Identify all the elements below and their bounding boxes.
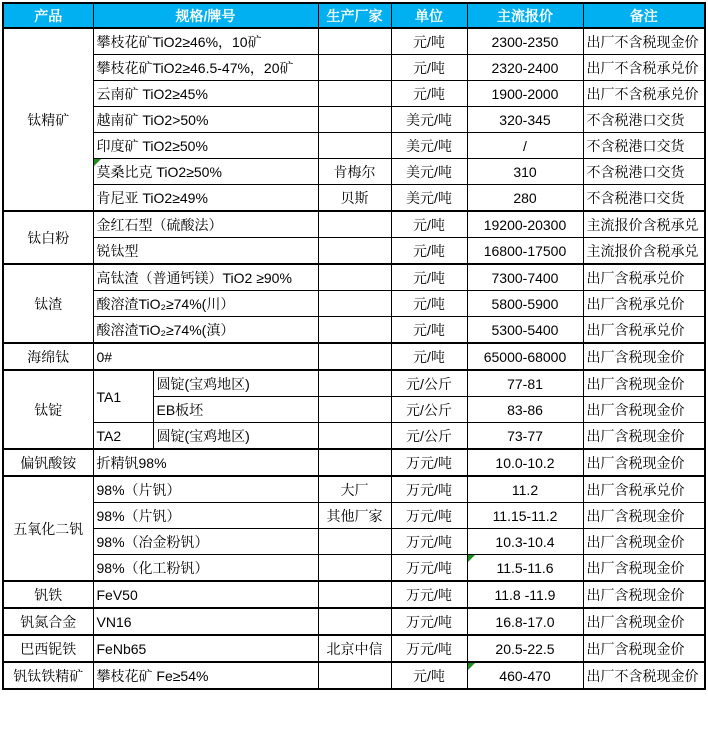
col-header-unit: 单位	[391, 3, 467, 28]
note-cell: 出厂不含税现金价	[583, 662, 705, 689]
spec-cell: 酸溶渣TiO₂≥74%(川）	[93, 291, 318, 317]
product-cell: 五氧化二钒	[3, 476, 93, 581]
price-cell: 10.0-10.2	[467, 449, 583, 476]
maker-cell	[318, 133, 391, 159]
maker-cell	[318, 55, 391, 81]
unit-cell: 万元/吨	[391, 555, 467, 582]
price-cell: 73-77	[467, 423, 583, 450]
maker-cell	[318, 423, 391, 450]
spec-cell: 98%（冶金粉钒）	[93, 529, 318, 555]
spec-cell: 肯尼亚 TiO2≥49%	[93, 185, 318, 212]
note-cell: 出厂不含税承兑价	[583, 81, 705, 107]
maker-cell	[318, 291, 391, 317]
col-header-note: 备注	[583, 3, 705, 28]
price-cell: 11.8 -11.9	[467, 581, 583, 608]
maker-cell	[318, 28, 391, 55]
price-cell	[467, 662, 583, 689]
table-row	[3, 133, 705, 159]
price-cell: 11.2	[467, 476, 583, 503]
unit-cell: 元/公斤	[391, 423, 467, 450]
unit-cell: 元/公斤	[391, 370, 467, 397]
maker-cell	[318, 238, 391, 265]
maker-cell	[318, 397, 391, 423]
table-row	[3, 28, 705, 55]
table-row	[3, 529, 705, 555]
price-cell: 10.3-10.4	[467, 529, 583, 555]
spec-cell: 98%（片钒）	[93, 476, 318, 503]
maker-cell	[318, 107, 391, 133]
maker-cell	[318, 608, 391, 635]
table-row	[3, 211, 705, 238]
table-row	[3, 185, 705, 212]
note-cell: 不含税港口交货	[583, 159, 705, 185]
table-row	[3, 81, 705, 107]
product-cell: 巴西铌铁	[3, 635, 93, 662]
table-row	[3, 238, 705, 265]
note-cell: 出厂含税现金价	[583, 370, 705, 397]
note-cell: 出厂含税现金价	[583, 608, 705, 635]
note-cell: 主流报价含税承兑	[583, 211, 705, 238]
table-row	[3, 449, 705, 476]
spec-cell: 高钛渣（普通钙镁）TiO2 ≥90%	[93, 264, 318, 291]
maker-cell	[318, 662, 391, 689]
unit-cell: 元/吨	[391, 662, 467, 689]
col-header-product: 产品	[3, 3, 93, 28]
spec-cell: 98%（化工粉钒）	[93, 555, 318, 582]
price-cell: 19200-20300	[467, 211, 583, 238]
price-table	[2, 2, 706, 690]
product-cell: 钒氮合金	[3, 608, 93, 635]
product-cell: 钒铁	[3, 581, 93, 608]
unit-cell: 万元/吨	[391, 608, 467, 635]
price-cell: 77-81	[467, 370, 583, 397]
maker-cell	[318, 581, 391, 608]
price-cell: 5800-5900	[467, 291, 583, 317]
unit-cell: 元/吨	[391, 317, 467, 344]
price-cell: 7300-7400	[467, 264, 583, 291]
maker-cell: 肯梅尔	[318, 159, 391, 185]
unit-cell: 元/吨	[391, 343, 467, 370]
spec-cell: 金红石型（硫酸法）	[93, 211, 318, 238]
spec-cell: 折精钒98%	[93, 449, 318, 476]
note-cell: 出厂含税承兑价	[583, 476, 705, 503]
note-cell: 出厂含税现金价	[583, 503, 705, 529]
cell-flag-icon	[94, 159, 101, 166]
spec-cell: EB板坯	[153, 397, 318, 423]
spec-cell: 锐钛型	[93, 238, 318, 265]
price-cell: 5300-5400	[467, 317, 583, 344]
table-row	[3, 581, 705, 608]
spec-cell: 0#	[93, 343, 318, 370]
product-cell: 钛锭	[3, 370, 93, 449]
maker-cell: 其他厂家	[318, 503, 391, 529]
unit-cell: 元/吨	[391, 264, 467, 291]
price-cell: 2300-2350	[467, 28, 583, 55]
price-cell: 65000-68000	[467, 343, 583, 370]
note-cell: 出厂不含税承兑价	[583, 55, 705, 81]
col-header-price: 主流报价	[467, 3, 583, 28]
table-row	[3, 343, 705, 370]
unit-cell: 万元/吨	[391, 529, 467, 555]
unit-cell: 美元/吨	[391, 159, 467, 185]
maker-cell: 大厂	[318, 476, 391, 503]
note-cell: 出厂含税承兑价	[583, 264, 705, 291]
maker-cell	[318, 370, 391, 397]
table-row	[3, 423, 705, 450]
unit-cell: 美元/吨	[391, 185, 467, 212]
price-cell: /	[467, 133, 583, 159]
unit-cell: 万元/吨	[391, 635, 467, 662]
spec-cell: 98%（片钒）	[93, 503, 318, 529]
spec-cell: 印度矿 TiO2≥50%	[93, 133, 318, 159]
product-cell: 钒钛铁精矿	[3, 662, 93, 689]
price-cell	[467, 555, 583, 582]
maker-cell	[318, 529, 391, 555]
table-row	[3, 55, 705, 81]
note-cell: 出厂不含税现金价	[583, 28, 705, 55]
note-cell: 出厂含税现金价	[583, 423, 705, 450]
price-text: 11.5-11.6	[496, 559, 554, 576]
note-cell: 出厂含税现金价	[583, 635, 705, 662]
table-row	[3, 503, 705, 529]
table-row	[3, 662, 705, 689]
spec-cell: 酸溶渣TiO₂≥74%(滇）	[93, 317, 318, 344]
unit-cell: 元/吨	[391, 211, 467, 238]
note-cell: 出厂含税现金价	[583, 343, 705, 370]
note-cell: 出厂含税现金价	[583, 397, 705, 423]
table-row	[3, 555, 705, 582]
spec-cell: 云南矿 TiO2≥45%	[93, 81, 318, 107]
maker-cell	[318, 81, 391, 107]
note-cell: 主流报价含税承兑	[583, 238, 705, 265]
price-cell: 1900-2000	[467, 81, 583, 107]
note-cell: 出厂含税现金价	[583, 529, 705, 555]
maker-cell	[318, 449, 391, 476]
price-cell: 2320-2400	[467, 55, 583, 81]
table-row	[3, 476, 705, 503]
maker-cell	[318, 211, 391, 238]
spec-text: 莫桑比克 TiO2≥50%	[96, 163, 222, 180]
table-header-row	[3, 3, 705, 28]
price-cell: 16.8-17.0	[467, 608, 583, 635]
spec-cell: 攀枝花矿TiO2≥46%，10矿	[93, 28, 318, 55]
price-cell: 83-86	[467, 397, 583, 423]
price-cell: 20.5-22.5	[467, 635, 583, 662]
cell-flag-icon	[468, 663, 475, 670]
grade-cell: TA2	[93, 423, 153, 450]
maker-cell	[318, 343, 391, 370]
maker-cell	[318, 317, 391, 344]
col-header-spec: 规格/牌号	[93, 3, 318, 28]
product-cell: 钛精矿	[3, 28, 93, 211]
unit-cell: 元/吨	[391, 55, 467, 81]
note-cell: 不含税港口交货	[583, 185, 705, 212]
col-header-maker: 生产厂家	[318, 3, 391, 28]
spec-cell: VN16	[93, 608, 318, 635]
spec-cell	[93, 159, 318, 185]
price-cell: 11.15-11.2	[467, 503, 583, 529]
spec-cell: 越南矿 TiO2>50%	[93, 107, 318, 133]
cell-flag-icon	[468, 555, 475, 562]
spec-cell: 圆锭(宝鸡地区)	[153, 370, 318, 397]
table-row	[3, 635, 705, 662]
price-table-container	[2, 2, 706, 690]
price-text: 460-470	[499, 667, 551, 684]
unit-cell: 元/吨	[391, 291, 467, 317]
price-cell: 310	[467, 159, 583, 185]
unit-cell: 美元/吨	[391, 107, 467, 133]
grade-cell: TA1	[93, 370, 153, 423]
table-row	[3, 107, 705, 133]
table-row	[3, 608, 705, 635]
note-cell: 出厂含税承兑价	[583, 317, 705, 344]
table-row	[3, 159, 705, 185]
unit-cell: 元/吨	[391, 238, 467, 265]
unit-cell: 万元/吨	[391, 581, 467, 608]
price-cell: 16800-17500	[467, 238, 583, 265]
maker-cell	[318, 555, 391, 582]
product-cell: 海绵钛	[3, 343, 93, 370]
note-cell: 出厂含税承兑价	[583, 291, 705, 317]
spec-cell: 攀枝花矿 Fe≥54%	[93, 662, 318, 689]
unit-cell: 万元/吨	[391, 476, 467, 503]
note-cell: 不含税港口交货	[583, 107, 705, 133]
maker-cell	[318, 264, 391, 291]
maker-cell: 北京中信	[318, 635, 391, 662]
maker-cell: 贝斯	[318, 185, 391, 212]
unit-cell: 美元/吨	[391, 133, 467, 159]
price-cell: 320-345	[467, 107, 583, 133]
price-cell: 280	[467, 185, 583, 212]
unit-cell: 万元/吨	[391, 449, 467, 476]
spec-cell: FeV50	[93, 581, 318, 608]
unit-cell: 元/吨	[391, 28, 467, 55]
unit-cell: 万元/吨	[391, 503, 467, 529]
note-cell: 不含税港口交货	[583, 133, 705, 159]
spec-cell: 圆锭(宝鸡地区)	[153, 423, 318, 450]
note-cell: 出厂含税现金价	[583, 555, 705, 582]
table-row	[3, 291, 705, 317]
spec-cell: 攀枝花矿TiO2≥46.5-47%，20矿	[93, 55, 318, 81]
unit-cell: 元/公斤	[391, 397, 467, 423]
unit-cell: 元/吨	[391, 81, 467, 107]
note-cell: 出厂含税现金价	[583, 581, 705, 608]
product-cell: 偏钒酸铵	[3, 449, 93, 476]
product-cell: 钛白粉	[3, 211, 93, 264]
table-row	[3, 370, 705, 397]
product-cell: 钛渣	[3, 264, 93, 343]
note-cell: 出厂含税现金价	[583, 449, 705, 476]
table-row	[3, 264, 705, 291]
spec-cell: FeNb65	[93, 635, 318, 662]
table-row	[3, 317, 705, 344]
